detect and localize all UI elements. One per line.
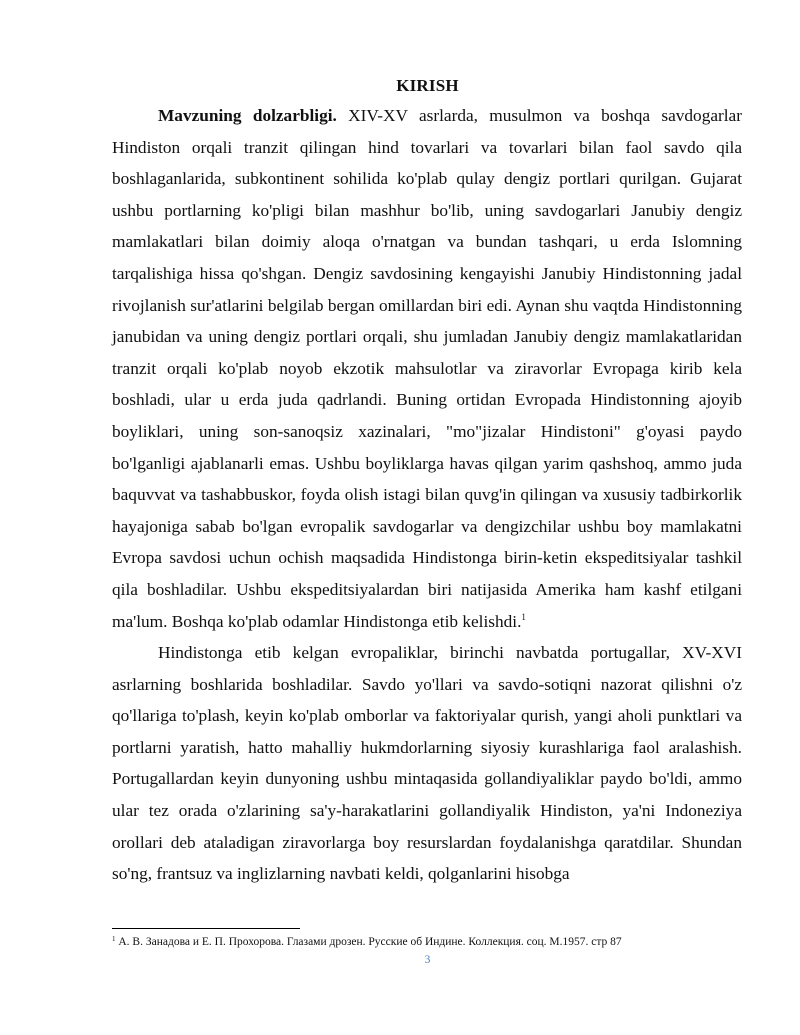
footnote-separator <box>112 928 300 929</box>
document-body <box>112 100 742 890</box>
footnote-reference[interactable]: 1 <box>521 611 526 622</box>
paragraph-2-text: Hindistonga etib kelgan evropaliklar, birinchi navbatda portugallar, XV-XVI asrlarning boshlarida boshladilar. Savdo yo'llari va savdo-sotiqni nazorat qilishni o'z qo'llariga to'plash, keyin ko'plab omborlar va faktoriyalar qurish, yangi aholi punktlari va portlarni yaratish, hatto mahalliy hukmdorlarning siyosiy kurashlariga faol aralashish. Portugallardan keyin dunyoning ushbu mintaqasida gollandiyaliklar paydo bo'ldi, ammo ular tez orada o'zlarining sa'y-harakatlarini gollandiyalik Hindiston, ya'ni Indoneziya orollari deb ataladigan ziravorlarga boy resurslardan foydalanishga qaratdilar. Shundan so'ng, frantsuz va inglizlarning navbati keldi, qolganlarini hisobga <box>112 643 742 884</box>
page-number: 3 <box>424 954 431 966</box>
page-title: KIRISH <box>396 76 459 95</box>
paragraph-1-text: XIV-XV asrlarda, musulmon va boshqa savdogarlar Hindiston orqali tranzit qilingan hind tovarlari va tovarlari bilan faol savdo qila boshlaganlarida, subkontinent sohilida ko'plab qulay dengiz portlari qurilgan. Gujarat ushbu portlarning ko'pligi bilan mashhur bo'lib, uning savdogarlari Janubiy dengiz mamlakatlari bilan doimiy aloqa o'rnatgan va bundan tashqari, u erda Islomning tarqalishiga hissa qo'shgan. Dengiz savdosining kengayishi Janubiy Hindistonning jadal rivojlanish sur'atlarini belgilab bergan omillardan biri edi. Aynan shu vaqtda Hindistonning janubidan va uning dengiz portlari orqali, shu jumladan Janubiy dengiz mamlakatlaridan tranzit orqali ko'plab noyob ekzotik mahsulotlar va ziravorlar Evropaga kirib kela boshladi, ular u erda juda qadrlandi. Buning ortidan Evropada Hindistonning ajoyib boyliklari, uning son-sanoqsiz xazinalari, "mo"jizalar Hindistoni" g'oyasi paydo bo'lganligi ajablanarli emas. Ushbu boyliklarga havas qilgan yarim qashshoq, ammo juda baquvvat va tashabbuskor, foyda olish istagi bilan quvg'in qilingan va xususiy tadbirkorlik hayajoniga sabab bo'lgan evropalik savdogarlar va dengizchilar ushbu boy mamlakatni Evropa savdosi uchun ochish maqsadida Hindistonga birin-ketin ekspeditsiyalar tashkil qila boshladilar. Ushbu ekspeditsiyalardan biri natijasida Amerika ham kashf etilgani ma'lum. Boshqa ko'plab odamlar Hindistonga etib kelishdi. <box>112 106 742 631</box>
paragraph-1 <box>112 100 742 637</box>
footnote-text: А. В. Занадова и Е. П. Прохорова. Глазами дрозен. Русские об Индине. Коллекция. соц. М.1957. стр 87 <box>118 936 622 948</box>
paragraph-2 <box>112 637 742 890</box>
paragraph-lead: Mavzuning dolzarbligi. <box>158 106 337 125</box>
footnote <box>112 935 752 950</box>
footnote-marker: 1 <box>112 935 116 943</box>
